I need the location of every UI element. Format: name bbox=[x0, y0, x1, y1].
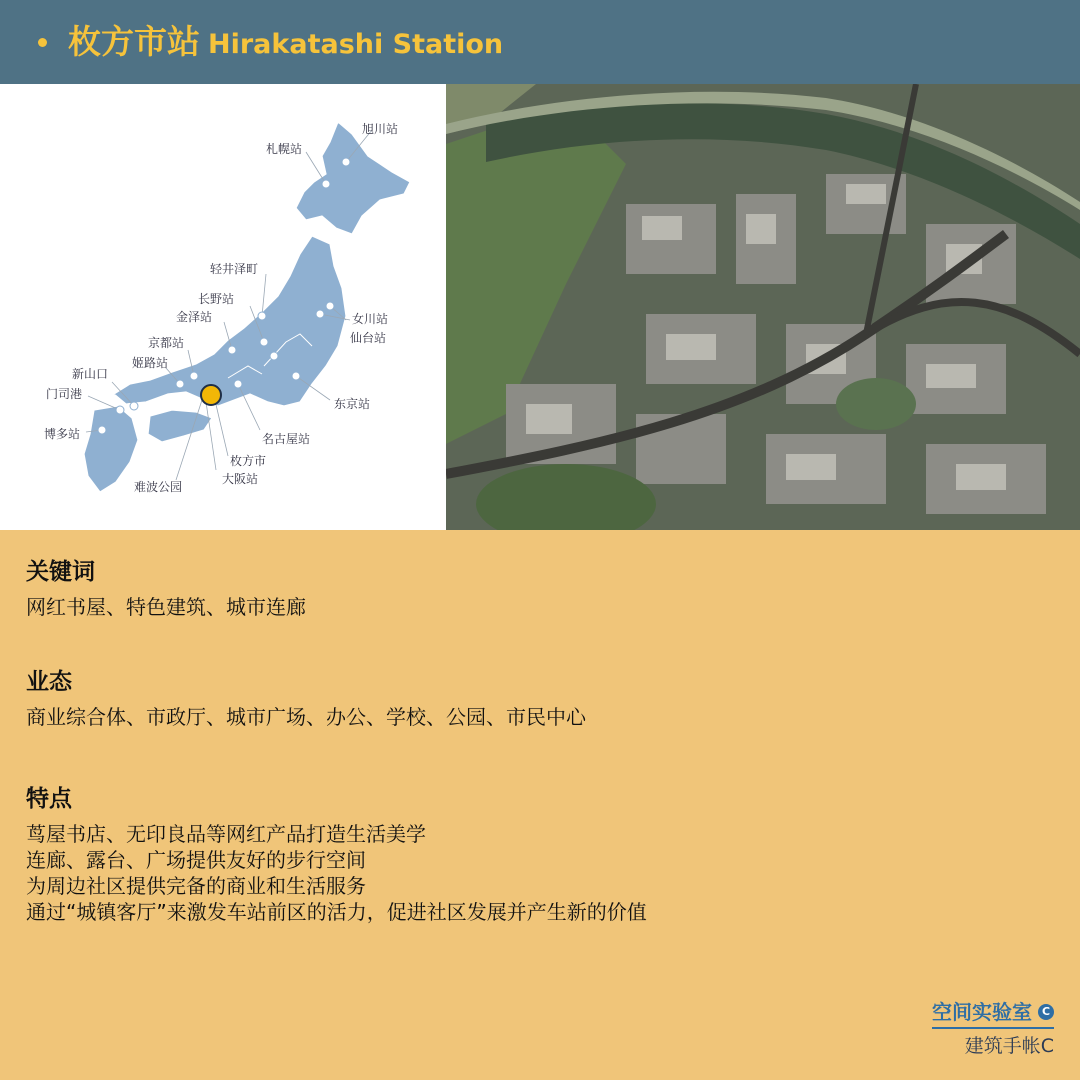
map-label-namba: 难波公园 bbox=[134, 480, 183, 494]
title-en: Hirakatashi Station bbox=[208, 29, 504, 60]
features-line-1: 茑屋书店、无印良品等网红产品打造生活美学 bbox=[26, 822, 426, 846]
map-label-sapporo: 札幌站 bbox=[266, 142, 303, 156]
features-line-4: 通过“城镇客厅”来激发车站前区的活力，促进社区发展并产生新的价值 bbox=[26, 900, 647, 924]
kyushu-shape bbox=[84, 406, 138, 492]
map-label-hirakata: 枚方市 bbox=[230, 454, 267, 468]
map-label-nagano: 长野站 bbox=[198, 292, 235, 306]
title-cn: 枚方市站 bbox=[68, 22, 200, 61]
hokkaido-shape bbox=[296, 122, 410, 234]
features-line-3: 为周边社区提供完备的商业和生活服务 bbox=[26, 874, 366, 898]
map-label-kanazawa: 金泽站 bbox=[176, 310, 213, 324]
features-line-2: 连廊、露台、广场提供友好的步行空间 bbox=[26, 848, 366, 872]
map-label-onagawa: 女川站 bbox=[352, 312, 389, 326]
features-heading: 特点 bbox=[26, 786, 72, 812]
map-label-mojiko: 门司港 bbox=[46, 387, 83, 401]
keywords-body: 网红书屋、特色建筑、城市连廊 bbox=[26, 595, 306, 619]
brand-main bbox=[932, 998, 1054, 1029]
map-label-tokyo: 东京站 bbox=[334, 397, 371, 411]
business-heading: 业态 bbox=[26, 669, 72, 695]
japan-map-graphic bbox=[0, 84, 446, 530]
map-label-shinyamaguchi: 新山口 bbox=[72, 367, 109, 381]
map-label-sendai: 仙台站 bbox=[350, 331, 387, 345]
brand-sub: 建筑手帐C bbox=[964, 1035, 1054, 1057]
map-label-asahikawa: 旭川站 bbox=[362, 122, 399, 136]
bullet-icon bbox=[38, 38, 47, 47]
aerial-photo bbox=[446, 84, 1080, 530]
hirakata-marker bbox=[201, 385, 221, 405]
map-label-hakata: 博多站 bbox=[44, 427, 81, 441]
brand-badge-icon: C bbox=[1038, 1004, 1054, 1020]
aerial-photo-graphic bbox=[446, 84, 1080, 530]
brand-main-text: 空间实验室 bbox=[932, 1000, 1032, 1024]
business-body: 商业综合体、市政厅、城市广场、办公、学校、公园、市民中心 bbox=[26, 705, 586, 729]
map-label-nagoya: 名古屋站 bbox=[262, 432, 311, 446]
map-label-karuizawa: 轻井泽町 bbox=[210, 262, 259, 276]
page-title bbox=[68, 20, 503, 67]
shikoku-shape bbox=[148, 410, 212, 442]
japan-map bbox=[0, 84, 446, 530]
map-label-kyoto: 京都站 bbox=[148, 336, 185, 350]
map-label-himeji: 姬路站 bbox=[132, 356, 169, 370]
header-bar bbox=[0, 0, 1080, 84]
map-label-osaka: 大阪站 bbox=[222, 472, 259, 486]
keywords-heading: 关键词 bbox=[26, 559, 95, 585]
brand-logo bbox=[932, 998, 1054, 1061]
